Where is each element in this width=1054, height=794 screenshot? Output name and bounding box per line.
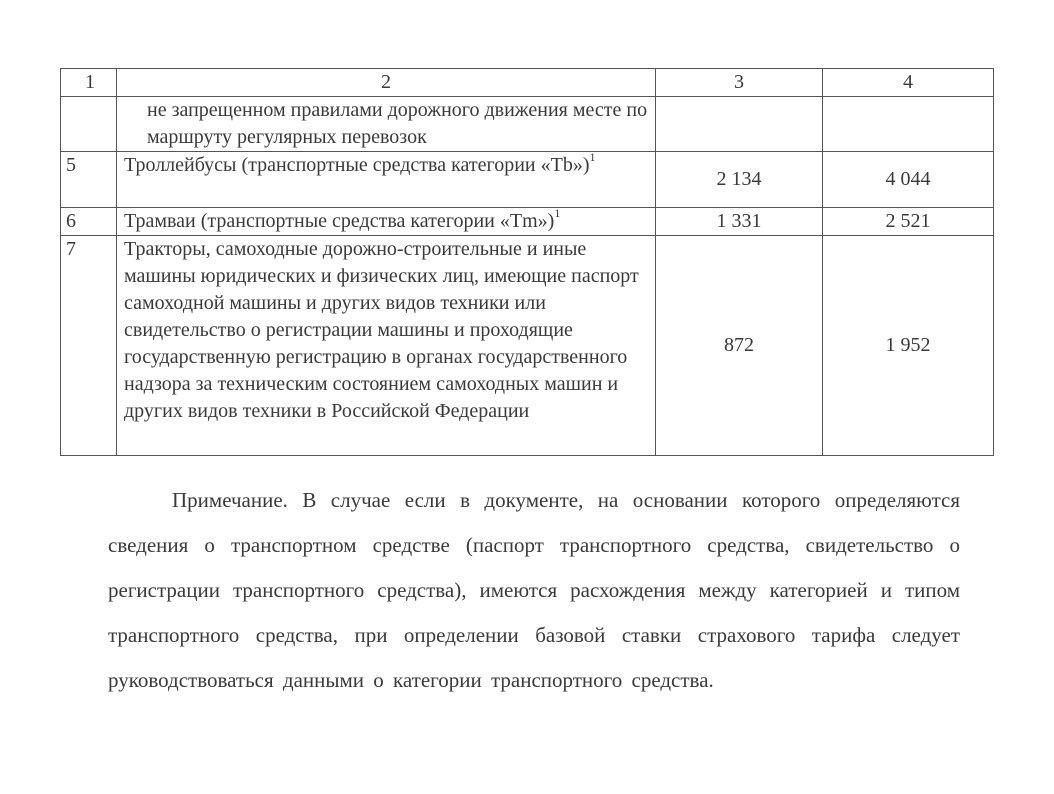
row-number: 6 bbox=[61, 208, 117, 236]
row-value-col3: 2 134 bbox=[656, 152, 823, 208]
row-description: Троллейбусы (транспортные средства категории «Tb»)$^1$ bbox=[117, 152, 656, 208]
table-header-row bbox=[61, 69, 994, 97]
row-value-col3: 872 bbox=[656, 236, 823, 456]
note-text: Примечание. В случае если в документе, на основании которого определяются сведения о транспортном средстве (паспорт транспортного средства, свидетельство о регистрации транспортного средства), имеются расхождения между категорией и типом транспортного средства, при определении базовой ставки страхового тарифа следует руководствоваться данными о категории транспортного средства. bbox=[108, 488, 960, 692]
row-number: 7 bbox=[61, 236, 117, 456]
header-cell-3: 3 bbox=[656, 69, 823, 97]
footnote-marker: 1 bbox=[554, 206, 561, 221]
row-value-col4: 2 521 bbox=[823, 208, 994, 236]
note-paragraph-block bbox=[108, 478, 960, 703]
table-row bbox=[61, 208, 994, 236]
row-value-col4: 4 044 bbox=[823, 152, 994, 208]
table-row bbox=[61, 97, 994, 152]
row-value-col4: 1 952 bbox=[823, 236, 994, 456]
row-number: 5 bbox=[61, 152, 117, 208]
row-value-col3 bbox=[656, 97, 823, 152]
row-number bbox=[61, 97, 117, 152]
table-row bbox=[61, 236, 994, 456]
row-description: Трамваи (транспортные средства категории «Tm»)$^1$ bbox=[117, 208, 656, 236]
row-description: не запрещенном правилами дорожного движения месте по маршруту регулярных перевозок bbox=[117, 97, 656, 152]
header-cell-1: 1 bbox=[61, 69, 117, 97]
row-value-col4 bbox=[823, 97, 994, 152]
header-cell-4: 4 bbox=[823, 69, 994, 97]
table-row bbox=[61, 152, 994, 208]
row-value-col3: 1 331 bbox=[656, 208, 823, 236]
row-description: Тракторы, самоходные дорожно-строительные и иные машины юридических и физических лиц, имеющие паспорт самоходной машины и других видов техники или свидетельство о регистрации машины и проходящие государственную регистрацию в органах государственного надзора за техническим состоянием самоходных машин и других видов техники в Российской Федерации bbox=[117, 236, 656, 456]
header-cell-2: 2 bbox=[117, 69, 656, 97]
footnote-marker: 1 bbox=[589, 150, 596, 165]
tariff-table bbox=[60, 68, 994, 456]
